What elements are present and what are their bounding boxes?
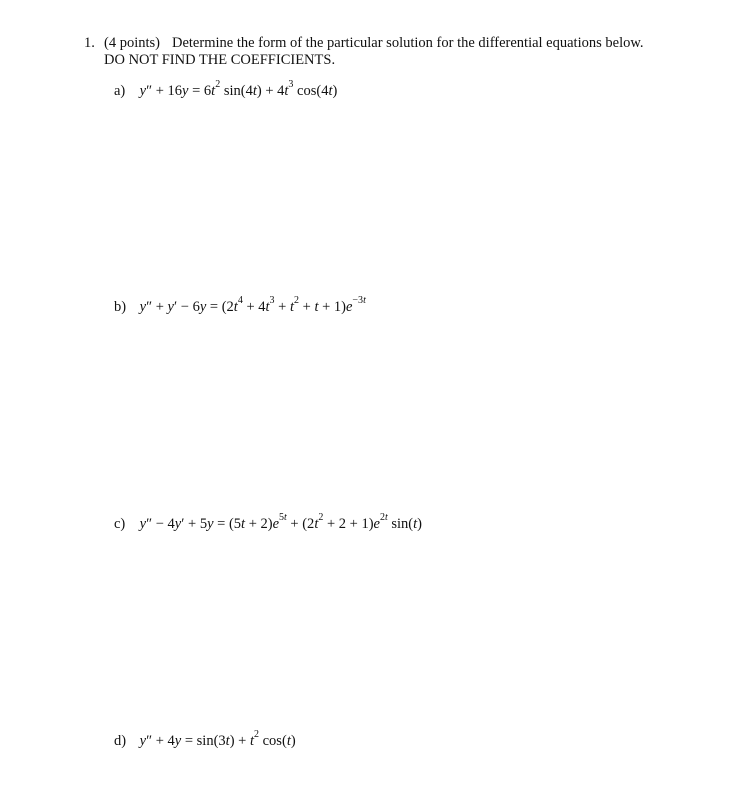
question-number: 1. xyxy=(84,35,95,51)
question-instruction: DO NOT FIND THE COEFFICIENTS. xyxy=(104,52,336,68)
part-a xyxy=(114,79,338,99)
part-b-equation: $y'' + y' - 6y = (2t^4 + 4t^3 + t^2 + t + 1)e^{-3t}$ xyxy=(139,295,366,315)
part-b-label: b) xyxy=(114,299,127,315)
part-d-label: d) xyxy=(114,733,127,749)
part-c xyxy=(114,512,423,532)
part-a-label: a) xyxy=(114,83,126,99)
part-c-label: c) xyxy=(114,516,126,532)
part-c-equation: $y'' - 4y' + 5y = (5t + 2)e^{5t} + (2t^2 + 2 + 1)e^{2t}$ sin(t) xyxy=(139,512,423,532)
part-b xyxy=(114,295,366,315)
question-prompt: Determine the form of the particular solution for the differential equations below. xyxy=(172,35,644,51)
part-d-equation: $y'' + 4y = \sin(3t) + t^2$ cos(t) xyxy=(139,729,296,749)
part-d xyxy=(114,729,296,749)
part-a-equation: $y'' + 16y = 6t^2$ $\sin(4t) + 4t^3$ cos(4t) xyxy=(139,79,338,99)
question-points: (4 points) xyxy=(104,35,160,51)
